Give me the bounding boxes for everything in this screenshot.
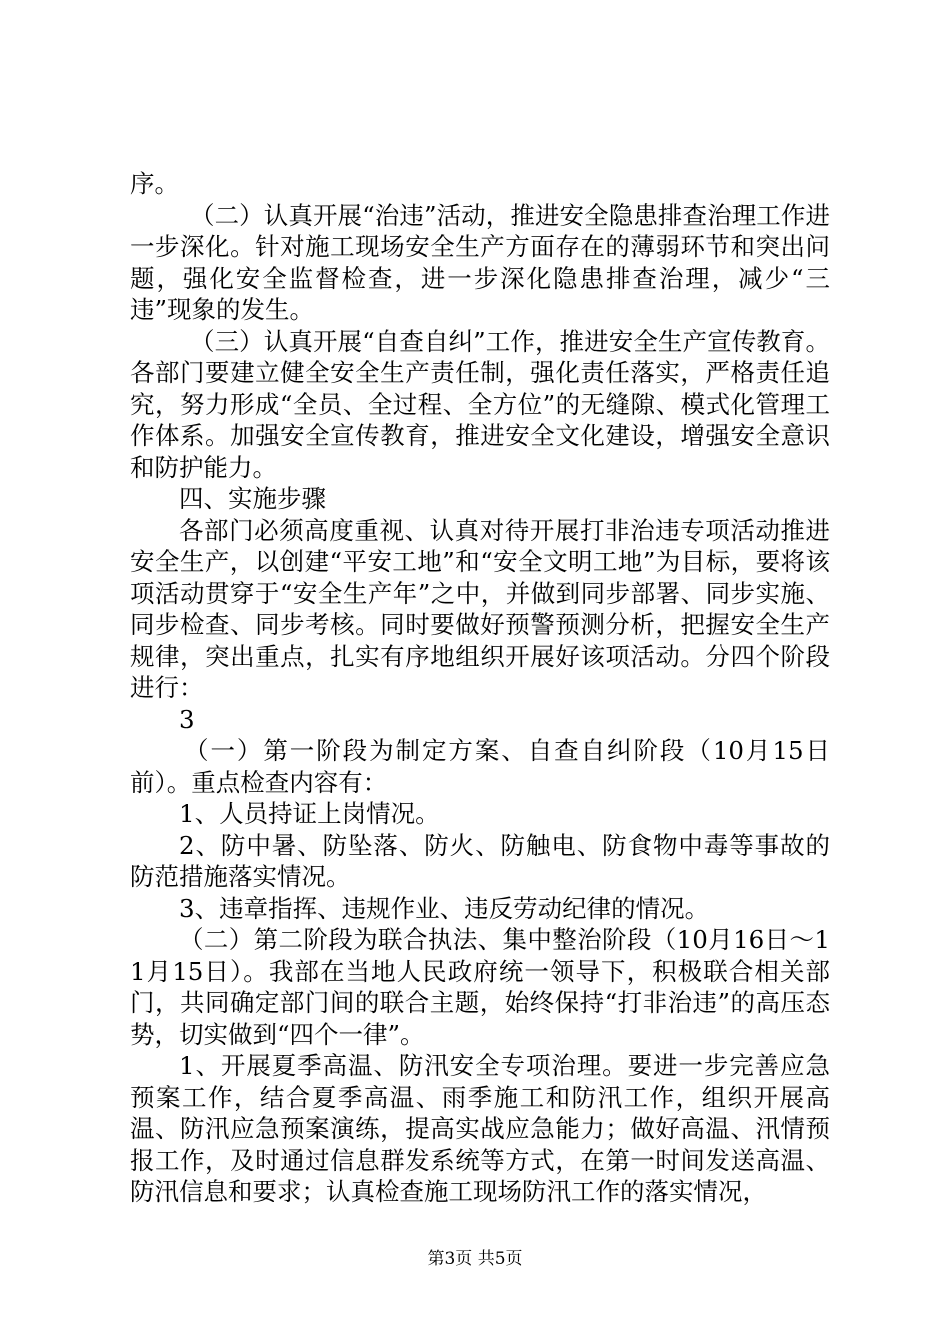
page-footer: 第3页 共5页 [427,1249,523,1269]
list-item-1: 1、人员持证上岗情况。 [179,799,440,828]
paragraph-phase-2-item-1: 1、开展夏季高温、防汛安全专项治理。要进一步完善应急预案工作，结合夏季高温、雨季施工和防汛工作，组织开展高温、防汛应急预案演练，提高实战应急能力；做好高温、汛情预报工作，及时通过信息群发系统等方式，在第一时间发送高温、防汛信息和要求；认真检查施工现场防汛工作的落实情况， [130,1051,830,1206]
list-item-2: 2、防中暑、防坠落、防火、防触电、防食物中毒等事故的防范措施落实情况。 [130,830,830,891]
paragraph-continuation: 序。 [130,169,179,198]
paragraph-phase-1: （一）第一阶段为制定方案、自查自纠阶段（10月15日前）。重点检查内容有： [130,736,830,797]
paragraph-section-2: （二）认真开展“治违”活动，推进安全隐患排查治理工作进一步深化。针对施工现场安全生产方面存在的薄弱环节和突出问题，强化安全监督检查，进一步深化隐患排查治理，减少“三违”现象的发生。 [130,200,830,324]
list-item-3: 3、违章指挥、违规作业、违反劳动纪律的情况。 [179,893,710,923]
paragraph-section-3: （三）认真开展“自查自纠”工作，推进安全生产宣传教育。各部门要建立健全安全生产责任制，强化责任落实，严格责任追究，努力形成“全员、全过程、全方位”的无缝隙、模式化管理工作体系。加强安全宣传教育，推进安全文化建设，增强安全意识和防护能力。 [130,326,830,482]
paragraph-phase-2: （二）第二阶段为联合执法、集中整治阶段（10月16日～11月15日）。我部在当地人民政府统一领导下，积极联合相关部门，共同确定部门间的联合主题，始终保持“打非治违”的高压态势，切实做到“四个一律”。 [130,925,830,1049]
document-body [130,168,830,1208]
stray-number: 3 [179,704,195,734]
paragraph-steps-intro: 各部门必须高度重视、认真对待开展打非治违专项活动推进安全生产，以创建“平安工地”和“安全文明工地”为目标，要将该项活动贯穿于“安全生产年”之中，并做到同步部署、同步实施、同步检查、同步考核。同时要做好预警预测分析，把握安全生产规律，突出重点，扎实有序地组织开展好该项活动。分四个阶段进行： [130,515,830,702]
heading-implementation-steps: 四、实施步骤 [179,484,326,513]
